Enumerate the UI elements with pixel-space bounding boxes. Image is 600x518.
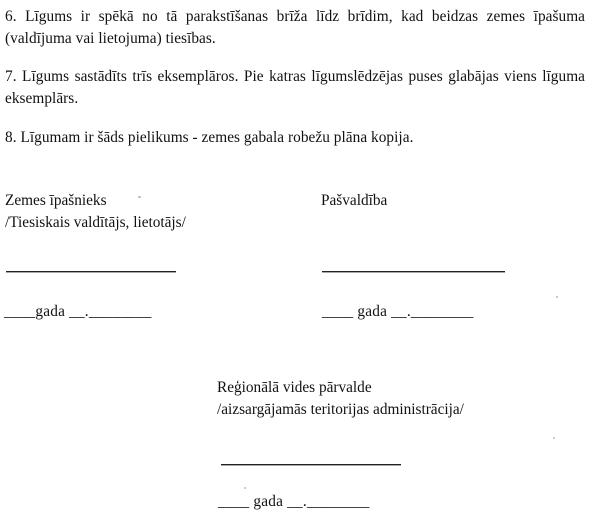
- agency-sublabel: /aizsargājamās teritorijas administrācija/: [217, 401, 464, 418]
- municipality-signature-rule: [322, 271, 505, 272]
- scan-speck: [244, 487, 246, 489]
- scan-speck: [138, 196, 141, 198]
- owner-date-line: ____gada __.________: [4, 303, 152, 320]
- municipality-label: Pašvaldība: [321, 192, 388, 209]
- agency-label: Reģionālā vides pārvalde: [217, 379, 372, 396]
- paragraph-6: 6. Līgums ir spēkā no tā parakstīšanas brīža līdz brīdim, kad beidzas zemes īpašuma (valdījuma vai lietojuma) tiesības.: [5, 8, 585, 47]
- agency-date-line: ____ gada __.________: [218, 493, 370, 510]
- scan-speck: [553, 437, 555, 439]
- owner-label: Zemes īpašnieks: [5, 192, 107, 209]
- paragraph-7: 7. Līgums sastādīts trīs eksemplāros. Pie katras līgumslēdzējas puses glabājas viens līguma eksemplārs.: [5, 68, 585, 107]
- paragraph-8: 8. Līgumam ir šāds pielikums - zemes gabala robežu plāna kopija.: [5, 129, 414, 146]
- agency-signature-rule: [221, 464, 401, 465]
- municipality-date-line: ____ gada __.________: [322, 303, 474, 320]
- owner-signature-rule: [6, 271, 176, 272]
- owner-sublabel: /Tiesiskais valdītājs, lietotājs/: [5, 214, 186, 231]
- scan-speck: [556, 296, 558, 298]
